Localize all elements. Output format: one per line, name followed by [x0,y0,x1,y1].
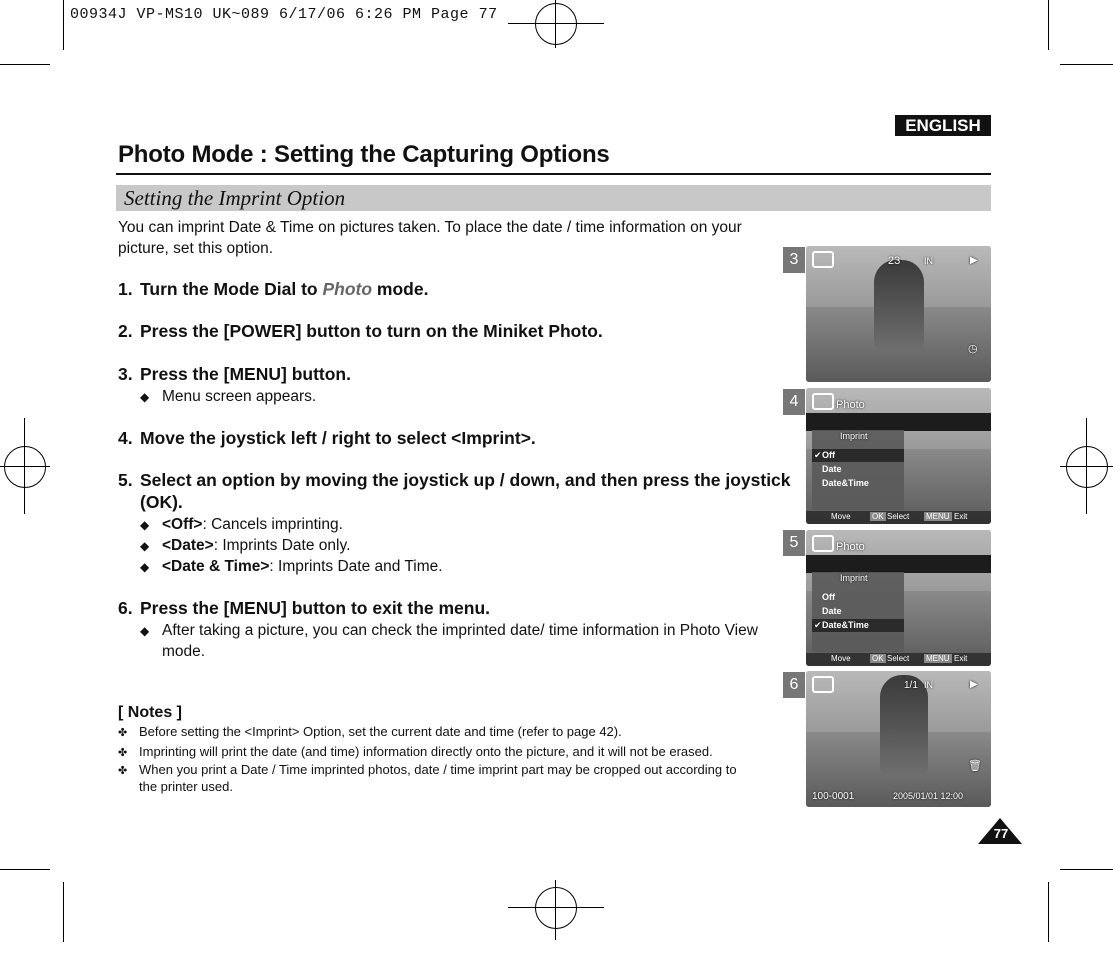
crop-mark [63,882,64,942]
print-slug: 00934J VP-MS10 UK~089 6/17/06 6:26 PM Page 77 [70,6,498,23]
camera-icon [812,393,834,410]
photo-mode-emphasis: Photo [322,279,373,299]
delete-icon: 🗑 [968,760,982,772]
file-number: 100-0001 [812,791,855,802]
notes-title: [ Notes ] [118,704,182,721]
intro-text: You can imprint Date & Time on pictures taken. To place the date / time information on your picture, set this option. [118,219,742,257]
crop-mark [0,64,50,65]
language-badge: ENGLISH [895,115,991,136]
crop-mark [1048,0,1049,50]
camera-icon [812,251,834,268]
note-3-continued: the printer used. [139,779,233,794]
title-rule [116,173,991,175]
screen-tab-5: 5 [783,530,805,556]
page-title: Photo Mode : Setting the Capturing Options [118,141,610,168]
check-icon: ✔ [814,450,822,460]
imprinted-datetime: 2005/01/01 12:00 [893,791,964,801]
screen-tab-4: 4 [783,389,805,415]
shot-count: 23 [888,255,901,267]
check-icon: ✔ [814,620,822,630]
option-off[interactable]: Off [822,450,835,460]
note-3: ✤ When you print a Date / Time imprinted photos, date / time imprint part may be cropped out according to [118,762,737,777]
menu-label: Imprint [840,431,868,441]
screen-tab-3: 3 [783,247,805,273]
option-date-time[interactable]: Date&Time [822,620,869,630]
option-date[interactable]: Date [822,606,842,616]
crop-mark [1048,882,1049,942]
timer-icon: ◷ [968,343,978,355]
bullet-date-time: ◆ <Date & Time>: Imprints Date and Time. [140,558,443,575]
memory-indicator: IN [924,256,933,266]
crop-mark [0,869,50,870]
step-6-bullet: ◆ After taking a picture, you can check the imprinted date/ time information in Photo View [140,622,758,639]
step-3-bullet: ◆ Menu screen appears. [140,388,317,405]
screen-6-photo-view [806,671,991,807]
menu-label: Imprint [840,573,868,583]
section-title: Setting the Imprint Option [124,186,346,210]
crop-mark [63,0,64,50]
child-figure [874,260,924,350]
screen-3-photo-preview [806,246,991,382]
bullet-off: ◆ <Off>: Cancels imprinting. [140,516,343,533]
bullet-date: ◆ <Date>: Imprints Date only. [140,537,351,554]
menu-tab-bar [806,413,991,431]
screen-4-imprint-menu [806,388,991,524]
note-2: ✤ Imprinting will print the date (and time) information directly onto the picture, and it will not be erased. [118,744,713,759]
menu-tab-bar [806,555,991,573]
menu-title: Photo [836,541,865,553]
crop-mark [1060,64,1113,65]
camera-icon [812,535,834,552]
play-icon: ▶ [970,255,978,266]
step-5-continued: (OK). [140,492,183,512]
step-6-bullet-continued: mode. [162,643,206,660]
crop-mark [1060,869,1113,870]
step-1: 1. Turn the Mode Dial to Photo mode. [118,279,429,299]
step-4: 4. Move the joystick left / right to select <Imprint>. [118,428,536,448]
play-icon: ▶ [970,679,978,690]
option-off[interactable]: Off [822,592,835,602]
section-header [116,185,991,211]
memory-indicator: IN [924,680,933,690]
step-2: 2. Press the [POWER] button to turn on the Miniket Photo. [118,321,603,341]
menu-title: Photo [836,399,865,411]
image-counter: 1/1 [904,680,918,691]
page-number: 77 [993,826,1009,841]
option-date-time[interactable]: Date&Time [822,478,869,488]
step-5: 5. Select an option by moving the joystick up / down, and then press the joystick [118,470,791,490]
screen-5-imprint-menu [806,530,991,666]
menu-footer: Move OK Select MENU Exit [806,653,991,666]
screen-tab-6: 6 [783,672,805,698]
note-1: ✤ Before setting the <Imprint> Option, set the current date and time (refer to page 42). [118,724,622,739]
step-6: 6. Press the [MENU] button to exit the menu. [118,598,491,618]
camera-icon [812,676,834,693]
option-date[interactable]: Date [822,464,842,474]
step-3: 3. Press the [MENU] button. [118,364,351,384]
menu-footer: Move OK Select MENU Exit [806,511,991,524]
